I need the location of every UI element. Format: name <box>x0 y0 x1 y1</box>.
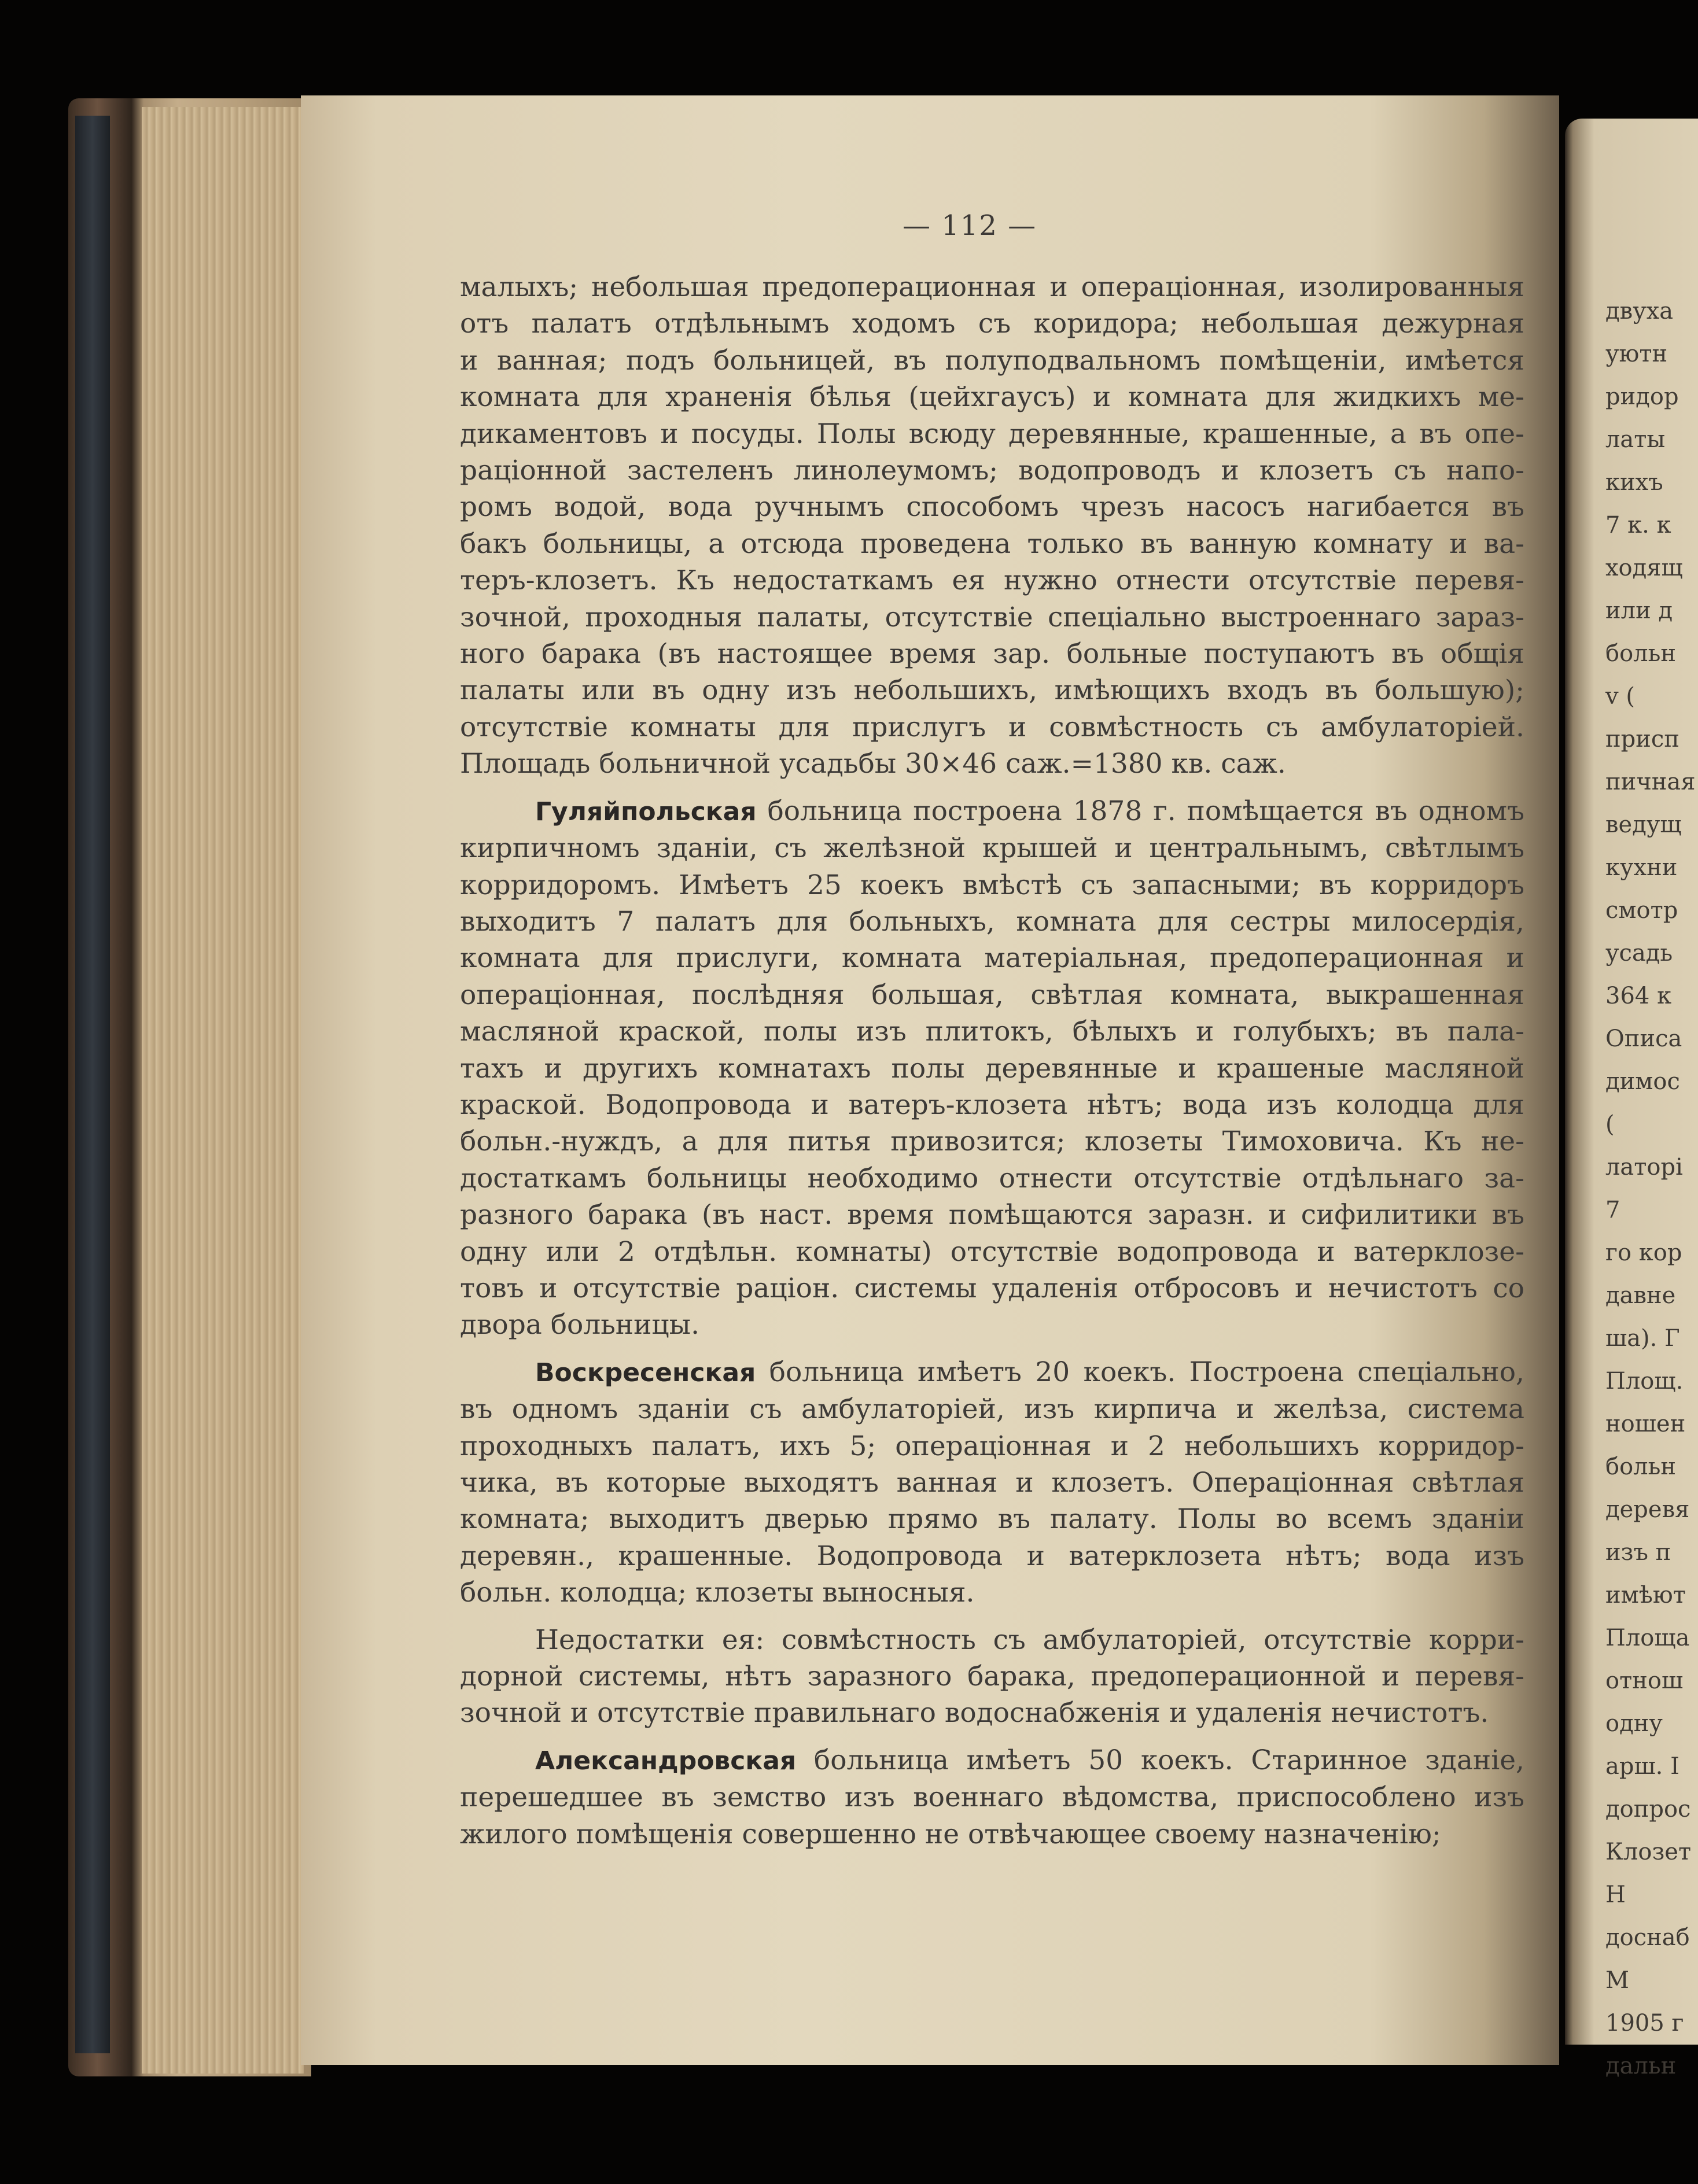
line-text: Недостатки ея: совмѣстность съ амбулаторіей, отсутствіе корри- <box>535 1624 1524 1656</box>
text-line <box>460 1658 1524 1695</box>
text-line <box>460 599 1524 636</box>
adjacent-page-line: ридор <box>1605 383 1679 410</box>
text-line <box>460 1742 1524 1779</box>
adjacent-page-line: димос <box>1605 1068 1680 1095</box>
text-line <box>460 1050 1524 1087</box>
line-text: малыхъ; небольшая предоперационная и операціонная, изолированныя <box>460 271 1524 303</box>
paragraph <box>460 1354 1524 1611</box>
text-line <box>460 1307 1524 1343</box>
line-text: теръ-клозетъ. Къ недостаткамъ ея нужно отнести отсутствіе перевя- <box>460 565 1524 597</box>
adjacent-page-line: ведущ <box>1605 811 1682 838</box>
adjacent-page-line: Клозет <box>1605 1839 1692 1865</box>
paragraph <box>460 793 1524 1344</box>
line-text: разного барака (въ наст. время помѣщаются заразн. и сифилитики въ <box>460 1199 1524 1231</box>
text-line <box>460 379 1524 415</box>
line-text: чика, въ которые выходятъ ванная и клозетъ. Операціонная свѣтлая <box>460 1467 1524 1499</box>
text-line <box>460 526 1524 562</box>
text-line <box>460 636 1524 672</box>
adjacent-page-line: отнош <box>1605 1667 1684 1694</box>
adjacent-page-line: доснаб <box>1605 1924 1690 1951</box>
line-text: и ванная; подъ больницей, въ полуподвальномъ помѣщеніи, имѣется <box>460 344 1524 377</box>
text-line <box>460 342 1524 379</box>
text-line <box>460 1234 1524 1270</box>
line-text: палаты или въ одну изъ небольшихъ, имѣющихъ входъ въ большую); <box>460 674 1524 707</box>
adjacent-page-line: кихъ <box>1605 469 1663 496</box>
adjacent-page-line: допрос <box>1605 1796 1691 1823</box>
text-line <box>460 977 1524 1013</box>
adjacent-page-line: Н <box>1605 1882 1626 1908</box>
text-line <box>460 940 1524 976</box>
line-text: дорной системы, нѣтъ заразного барака, предоперационной и перевя- <box>460 1661 1524 1693</box>
adjacent-page-line: деревя <box>1605 1496 1690 1523</box>
line-text: Площадь больничной усадьбы 30×46 саж.=1380 кв. саж. <box>460 748 1286 780</box>
adjacent-page-line: больн <box>1605 1453 1677 1480</box>
adjacent-page-line: давне <box>1605 1282 1676 1309</box>
hospital-name: Воскресенская <box>535 1357 756 1388</box>
adjacent-page-line: ношен <box>1605 1411 1686 1437</box>
line-text: одну или 2 отдѣльн. комнаты) отсутствіе водопровода и ватерклозе- <box>460 1235 1524 1268</box>
text-line <box>460 746 1524 782</box>
adjacent-page-line: изъ п <box>1605 1539 1671 1566</box>
line-text: двора больницы. <box>460 1309 700 1341</box>
text-line <box>460 830 1524 866</box>
text-line <box>460 1574 1524 1611</box>
line-text: операціонная, послѣдняя большая, свѣтлая комната, выкрашенная <box>460 979 1524 1011</box>
line-text: отъ палатъ отдѣльнымъ ходомъ съ коридора; небольшая дежурная <box>460 308 1524 340</box>
line-text: раціонной застеленъ линолеумомъ; водопроводъ и клозетъ съ напо- <box>460 455 1524 487</box>
text-line <box>460 1428 1524 1464</box>
adjacent-page-line: ходящ <box>1605 555 1683 581</box>
adjacent-page-line: двуха <box>1605 298 1674 324</box>
adjacent-page-line: латорі <box>1605 1154 1683 1180</box>
text-line <box>460 867 1524 903</box>
line-text: больница имѣетъ 20 коекъ. Построена спеціально, <box>756 1356 1524 1388</box>
text-line <box>460 1160 1524 1197</box>
adjacent-page-line: имѣют <box>1605 1582 1686 1609</box>
text-line <box>460 452 1524 489</box>
adjacent-page-fragment <box>1565 119 1698 2079</box>
line-text: больн. колодца; клозеты выносныя. <box>460 1577 975 1609</box>
page-number: — 112 — <box>903 209 1037 242</box>
line-text: масляной краской, полы изъ плитокъ, бѣлыхъ и голубыхъ; въ пала- <box>460 1016 1524 1048</box>
adjacent-page-line: или д <box>1605 597 1673 624</box>
adjacent-page-line: одну <box>1605 1710 1663 1737</box>
text-line <box>460 1816 1524 1853</box>
line-text: бакъ больницы, а отсюда проведена только въ ванную комнату и ва- <box>460 527 1524 560</box>
line-text: больница построена 1878 г. помѣщается въ одномъ <box>756 795 1524 827</box>
paragraph <box>460 1622 1524 1732</box>
text-line <box>460 1538 1524 1574</box>
adjacent-page-line: арш. І <box>1605 1753 1679 1780</box>
line-text: кирпичномъ зданіи, съ желѣзной крышей и центральнымъ, свѣтлымъ <box>460 832 1524 865</box>
text-line <box>460 1391 1524 1427</box>
line-text: больница имѣетъ 50 коекъ. Старинное зданіе, <box>796 1744 1524 1776</box>
line-text: деревян., крашенные. Водопровода и ватерклозета нѣтъ; вода изъ <box>460 1540 1524 1572</box>
page-edges <box>142 107 304 2074</box>
text-line <box>460 1695 1524 1731</box>
adjacent-page-line: Площ. <box>1605 1368 1684 1394</box>
text-line <box>460 1501 1524 1537</box>
line-text: зочной и отсутствіе правильнаго водоснабженія и удаленія нечистотъ. <box>460 1697 1489 1729</box>
text-line <box>460 1123 1524 1160</box>
line-text: дикаментовъ и посуды. Полы всюду деревянные, крашенные, а въ опе- <box>460 418 1524 450</box>
adjacent-page-line: присп <box>1605 726 1679 752</box>
line-text: ного барака (въ настоящее время зар. больные поступаютъ въ общія <box>460 638 1524 670</box>
adjacent-page-line: Площа <box>1605 1625 1690 1651</box>
hospital-name: Гуляйпольская <box>535 796 757 827</box>
line-text: ромъ водой, вода ручнымъ способомъ чрезъ насосъ нагибается въ <box>460 491 1524 523</box>
line-text: комната для прислуги, комната матеріальная, предоперационная и <box>460 942 1524 975</box>
adjacent-page-line: пичная <box>1605 769 1696 795</box>
line-text: отсутствіе комнаты для прислугъ и совмѣстность съ амбулаторіей. <box>460 711 1524 743</box>
adjacent-page-line: 1905 г <box>1605 2010 1684 2037</box>
line-text: достаткамъ больницы необходимо отнести отсутствіе отдѣльнаго за- <box>460 1162 1524 1194</box>
text-line <box>460 416 1524 452</box>
hospital-name: Александровская <box>535 1746 797 1776</box>
line-text: выходитъ 7 палатъ для больныхъ, комната для сестры милосердія, <box>460 905 1524 938</box>
paragraph <box>460 269 1524 783</box>
adjacent-page-line: v ( <box>1605 683 1635 710</box>
text-line <box>460 1622 1524 1658</box>
text-line <box>460 1197 1524 1233</box>
text-line <box>460 793 1524 830</box>
text-line <box>460 709 1524 746</box>
text-line <box>460 562 1524 599</box>
text-line <box>460 1270 1524 1307</box>
line-text: жилого помѣщенія совершенно не отвѣчающее своему назначенію; <box>460 1818 1441 1850</box>
text-line <box>460 672 1524 709</box>
text-line <box>460 489 1524 525</box>
adjacent-page-line: уютн <box>1605 341 1668 367</box>
book-spine <box>75 116 110 2053</box>
adjacent-page-line: ( <box>1605 1111 1615 1138</box>
body-text <box>460 269 1524 1853</box>
adjacent-page-line: ша). Г <box>1605 1325 1680 1352</box>
text-line <box>460 269 1524 305</box>
adjacent-page-line: смотр <box>1605 897 1678 924</box>
adjacent-page-line: М <box>1605 1967 1629 1994</box>
adjacent-page-line: усадь <box>1605 940 1673 966</box>
line-text: краской. Водопровода и ватеръ-клозета нѣтъ; вода изъ колодца для <box>460 1089 1524 1121</box>
text-line <box>460 1464 1524 1501</box>
line-text: проходныхъ палатъ, ихъ 5; операціонная и 2 небольшихъ корридор- <box>460 1430 1524 1462</box>
line-text: тахъ и другихъ комнатахъ полы деревянные и крашеные масляной <box>460 1052 1524 1084</box>
adjacent-page-line: 364 к <box>1605 983 1672 1009</box>
adjacent-page-line: го кор <box>1605 1239 1682 1266</box>
adjacent-page-line: Описа <box>1605 1025 1682 1052</box>
adjacent-page-line: латы <box>1605 426 1666 453</box>
text-line <box>460 1354 1524 1391</box>
line-text: товъ и отсутствіе раціон. системы удаленія отбросовъ и нечистотъ со <box>460 1272 1524 1304</box>
line-text: корридоромъ. Имѣетъ 25 коекъ вмѣстѣ съ запасными; въ корридоръ <box>460 869 1524 901</box>
text-line <box>460 305 1524 342</box>
line-text: комната для храненія бѣлья (цейхгаусъ) и комната для жидкихъ ме- <box>460 381 1524 414</box>
adjacent-page-line: кухни <box>1605 854 1678 881</box>
paragraph <box>460 1742 1524 1853</box>
adjacent-page-line: 7 к. к <box>1605 512 1671 538</box>
adjacent-page-line: дальн <box>1605 2053 1677 2079</box>
adjacent-page-line: 7 <box>1605 1197 1620 1223</box>
text-line <box>460 903 1524 940</box>
text-line <box>460 1087 1524 1123</box>
adjacent-page-line: больн <box>1605 640 1677 667</box>
line-text: перешедшее въ земство изъ военнаго вѣдомства, приспособлено изъ <box>460 1781 1524 1814</box>
line-text: въ одномъ зданіи съ амбулаторіей, изъ кирпича и желѣза, система <box>460 1393 1524 1426</box>
line-text: больн.-нуждъ, а для питья привозится; клозеты Тимоховича. Къ не- <box>460 1126 1524 1158</box>
line-text: зочной, проходныя палаты, отсутствіе спеціально выстроеннаго зараз- <box>460 601 1524 633</box>
text-line <box>460 1013 1524 1050</box>
text-line <box>460 1779 1524 1816</box>
line-text: комната; выходитъ дверью прямо въ палату. Полы во всемъ зданіи <box>460 1503 1524 1536</box>
